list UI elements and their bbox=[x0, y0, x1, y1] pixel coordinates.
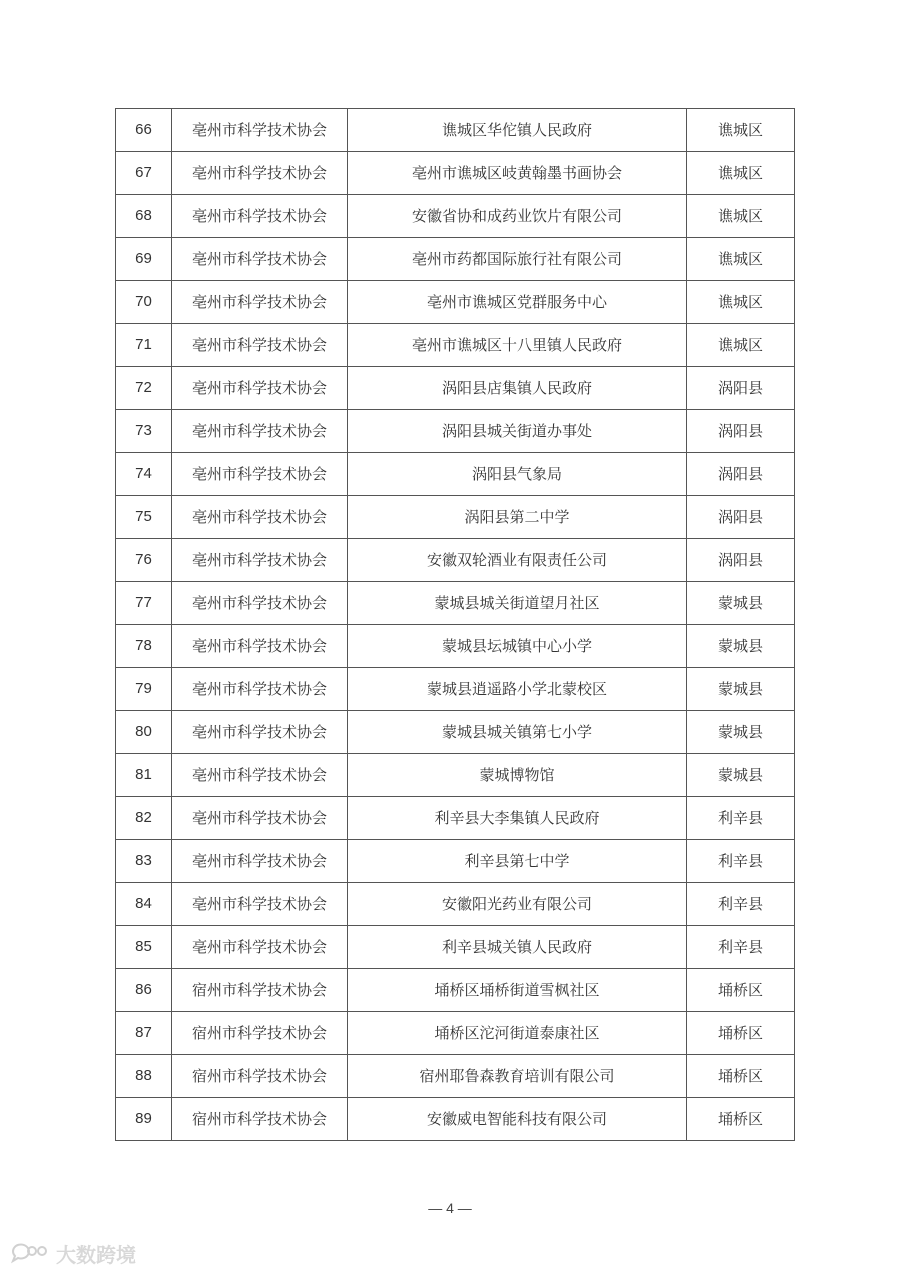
district-cell: 利辛县 bbox=[687, 840, 795, 883]
row-index: 75 bbox=[116, 496, 172, 539]
unit-name-cell: 亳州市谯城区党群服务中心 bbox=[348, 281, 687, 324]
table-row bbox=[116, 195, 795, 238]
unit-name-cell: 涡阳县店集镇人民政府 bbox=[348, 367, 687, 410]
organizer-cell: 宿州市科学技术协会 bbox=[172, 1098, 348, 1141]
organizer-cell: 宿州市科学技术协会 bbox=[172, 1012, 348, 1055]
organizer-cell: 亳州市科学技术协会 bbox=[172, 926, 348, 969]
organizer-cell: 亳州市科学技术协会 bbox=[172, 238, 348, 281]
table-row bbox=[116, 1012, 795, 1055]
row-index: 72 bbox=[116, 367, 172, 410]
table-row bbox=[116, 367, 795, 410]
organizer-cell: 亳州市科学技术协会 bbox=[172, 109, 348, 152]
organizer-cell: 亳州市科学技术协会 bbox=[172, 754, 348, 797]
organizer-cell: 亳州市科学技术协会 bbox=[172, 281, 348, 324]
unit-name-cell: 埇桥区埇桥街道雪枫社区 bbox=[348, 969, 687, 1012]
organizer-cell: 亳州市科学技术协会 bbox=[172, 625, 348, 668]
district-cell: 埇桥区 bbox=[687, 1098, 795, 1141]
district-cell: 埇桥区 bbox=[687, 1055, 795, 1098]
district-cell: 蒙城县 bbox=[687, 711, 795, 754]
district-cell: 蒙城县 bbox=[687, 625, 795, 668]
organizer-cell: 亳州市科学技术协会 bbox=[172, 582, 348, 625]
organizer-cell: 亳州市科学技术协会 bbox=[172, 840, 348, 883]
organizer-cell: 亳州市科学技术协会 bbox=[172, 410, 348, 453]
row-index: 77 bbox=[116, 582, 172, 625]
district-cell: 谯城区 bbox=[687, 195, 795, 238]
page-number: — 4 — bbox=[428, 1200, 472, 1216]
unit-name-cell: 利辛县第七中学 bbox=[348, 840, 687, 883]
table-row bbox=[116, 582, 795, 625]
row-index: 85 bbox=[116, 926, 172, 969]
data-table bbox=[115, 108, 795, 1141]
table-row bbox=[116, 840, 795, 883]
organizer-cell: 亳州市科学技术协会 bbox=[172, 711, 348, 754]
district-cell: 蒙城县 bbox=[687, 754, 795, 797]
unit-name-cell: 蒙城县城关镇第七小学 bbox=[348, 711, 687, 754]
row-index: 68 bbox=[116, 195, 172, 238]
organizer-cell: 亳州市科学技术协会 bbox=[172, 668, 348, 711]
table-row bbox=[116, 668, 795, 711]
district-cell: 蒙城县 bbox=[687, 582, 795, 625]
table-row bbox=[116, 754, 795, 797]
district-cell: 埇桥区 bbox=[687, 969, 795, 1012]
district-cell: 涡阳县 bbox=[687, 367, 795, 410]
table-row bbox=[116, 496, 795, 539]
district-cell: 谯城区 bbox=[687, 324, 795, 367]
unit-name-cell: 蒙城县城关街道望月社区 bbox=[348, 582, 687, 625]
table-row bbox=[116, 883, 795, 926]
organizer-cell: 亳州市科学技术协会 bbox=[172, 539, 348, 582]
table-row bbox=[116, 281, 795, 324]
row-index: 67 bbox=[116, 152, 172, 195]
organizer-cell: 亳州市科学技术协会 bbox=[172, 152, 348, 195]
watermark bbox=[10, 1240, 136, 1266]
unit-name-cell: 利辛县大李集镇人民政府 bbox=[348, 797, 687, 840]
table-row bbox=[116, 324, 795, 367]
district-cell: 利辛县 bbox=[687, 926, 795, 969]
district-cell: 涡阳县 bbox=[687, 496, 795, 539]
table-row bbox=[116, 625, 795, 668]
row-index: 76 bbox=[116, 539, 172, 582]
district-cell: 利辛县 bbox=[687, 883, 795, 926]
organizer-cell: 宿州市科学技术协会 bbox=[172, 969, 348, 1012]
row-index: 66 bbox=[116, 109, 172, 152]
unit-name-cell: 亳州市谯城区十八里镇人民政府 bbox=[348, 324, 687, 367]
district-cell: 利辛县 bbox=[687, 797, 795, 840]
district-cell: 谯城区 bbox=[687, 281, 795, 324]
district-cell: 蒙城县 bbox=[687, 668, 795, 711]
unit-name-cell: 安徽威电智能科技有限公司 bbox=[348, 1098, 687, 1141]
organizer-cell: 亳州市科学技术协会 bbox=[172, 367, 348, 410]
table-row bbox=[116, 711, 795, 754]
district-cell: 谯城区 bbox=[687, 109, 795, 152]
unit-name-cell: 宿州耶鲁森教育培训有限公司 bbox=[348, 1055, 687, 1098]
district-cell: 涡阳县 bbox=[687, 410, 795, 453]
row-index: 79 bbox=[116, 668, 172, 711]
district-cell: 谯城区 bbox=[687, 238, 795, 281]
organizer-cell: 亳州市科学技术协会 bbox=[172, 195, 348, 238]
table-body bbox=[116, 109, 795, 1141]
unit-name-cell: 埇桥区沱河街道泰康社区 bbox=[348, 1012, 687, 1055]
unit-name-cell: 安徽双轮酒业有限责任公司 bbox=[348, 539, 687, 582]
unit-name-cell: 涡阳县气象局 bbox=[348, 453, 687, 496]
table-row bbox=[116, 1098, 795, 1141]
watermark-text: 大数跨境 bbox=[56, 1242, 136, 1267]
organizer-cell: 亳州市科学技术协会 bbox=[172, 324, 348, 367]
row-index: 74 bbox=[116, 453, 172, 496]
district-cell: 涡阳县 bbox=[687, 453, 795, 496]
unit-name-cell: 安徽省协和成药业饮片有限公司 bbox=[348, 195, 687, 238]
table-row bbox=[116, 152, 795, 195]
unit-name-cell: 蒙城县逍遥路小学北蒙校区 bbox=[348, 668, 687, 711]
unit-name-cell: 利辛县城关镇人民政府 bbox=[348, 926, 687, 969]
table-row bbox=[116, 797, 795, 840]
row-index: 86 bbox=[116, 969, 172, 1012]
row-index: 71 bbox=[116, 324, 172, 367]
organizer-cell: 亳州市科学技术协会 bbox=[172, 496, 348, 539]
row-index: 73 bbox=[116, 410, 172, 453]
organizer-cell: 亳州市科学技术协会 bbox=[172, 797, 348, 840]
table-row bbox=[116, 926, 795, 969]
table-row bbox=[116, 1055, 795, 1098]
table-row bbox=[116, 969, 795, 1012]
organizer-cell: 宿州市科学技术协会 bbox=[172, 1055, 348, 1098]
unit-name-cell: 蒙城县坛城镇中心小学 bbox=[348, 625, 687, 668]
district-cell: 涡阳县 bbox=[687, 539, 795, 582]
table-row bbox=[116, 539, 795, 582]
organizer-cell: 亳州市科学技术协会 bbox=[172, 453, 348, 496]
row-index: 82 bbox=[116, 797, 172, 840]
row-index: 78 bbox=[116, 625, 172, 668]
table-row bbox=[116, 109, 795, 152]
table-row bbox=[116, 453, 795, 496]
organizer-cell: 亳州市科学技术协会 bbox=[172, 883, 348, 926]
row-index: 69 bbox=[116, 238, 172, 281]
row-index: 80 bbox=[116, 711, 172, 754]
table-row bbox=[116, 410, 795, 453]
table-row bbox=[116, 238, 795, 281]
row-index: 81 bbox=[116, 754, 172, 797]
row-index: 88 bbox=[116, 1055, 172, 1098]
row-index: 87 bbox=[116, 1012, 172, 1055]
unit-name-cell: 涡阳县城关街道办事处 bbox=[348, 410, 687, 453]
unit-name-cell: 亳州市药都国际旅行社有限公司 bbox=[348, 238, 687, 281]
unit-name-cell: 涡阳县第二中学 bbox=[348, 496, 687, 539]
unit-name-cell: 亳州市谯城区岐黄翰墨书画协会 bbox=[348, 152, 687, 195]
unit-name-cell: 谯城区华佗镇人民政府 bbox=[348, 109, 687, 152]
row-index: 83 bbox=[116, 840, 172, 883]
chat-bubble-logo-icon bbox=[10, 1242, 50, 1264]
unit-name-cell: 安徽阳光药业有限公司 bbox=[348, 883, 687, 926]
district-cell: 埇桥区 bbox=[687, 1012, 795, 1055]
row-index: 89 bbox=[116, 1098, 172, 1141]
unit-name-cell: 蒙城博物馆 bbox=[348, 754, 687, 797]
district-cell: 谯城区 bbox=[687, 152, 795, 195]
row-index: 70 bbox=[116, 281, 172, 324]
row-index: 84 bbox=[116, 883, 172, 926]
